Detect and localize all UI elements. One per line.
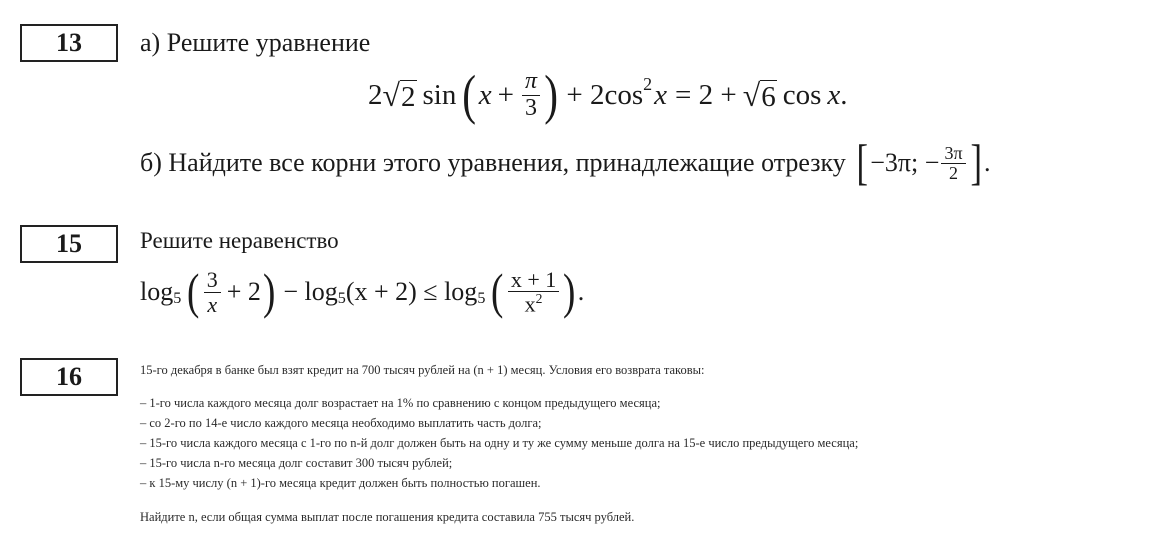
task15-inequality: log $_5$ ( $\frac{3}{x}$ + 2 ) − log $_5$ (x + 2) ≤ log $_5$ ( $\frac{x + 1}{x^2}$ ) .	[140, 264, 585, 320]
eq-coef: 2	[368, 78, 383, 111]
task16-condition-3: – 15-го числа каждого месяца с 1-го по n-й долг должен быть на одну и ту же сумму меньше долга на 15-е число предыдущего месяца;	[140, 436, 859, 450]
task16-intro: 15-го декабря в банке был взят кредит на 700 тысяч рублей на (n + 1) месяц. Условия его возврата таковы:	[140, 363, 705, 377]
interval-fraction: $\frac{3\pi}{2}$	[941, 144, 965, 183]
eq-x: x	[478, 78, 492, 111]
task16-question: Найдите n, если общая сумма выплат после погашения кредита составила 755 тысяч рублей.	[140, 510, 635, 524]
eq-square: 2	[643, 74, 653, 94]
task13-part-b: б) Найдите все корни этого уравнения, принадлежащие отрезку [ −3π; − $\frac{3\pi}{2}$ ] .	[140, 135, 991, 191]
eq-x2: x	[654, 78, 667, 111]
ineq-fraction-1: $\frac{3}{x}$	[204, 268, 221, 315]
task15-label: Решите неравенство	[140, 228, 339, 253]
task-number-13: 13	[20, 24, 118, 62]
eq-sin: sin	[422, 78, 457, 111]
task13-part-b-label: б) Найдите все корни этого уравнения, принадлежащие отрезку	[140, 148, 846, 177]
interval-left: −3π; −	[870, 148, 940, 177]
task16-condition-1: – 1-го числа каждого месяца долг возрастает на 1% по сравнению с концом предыдущего месяца;	[140, 396, 661, 410]
eq-equals: = 2 +	[674, 78, 737, 111]
task-number-15: 15	[20, 225, 118, 263]
task-number-16: 16	[20, 358, 118, 396]
task16-condition-4: – 15-го числа n-го месяца долг составит 300 тысяч рублей;	[140, 456, 453, 470]
sqrt-6: √ 6	[742, 78, 776, 113]
eq-plus-2cos: + 2cos	[566, 78, 644, 111]
task13-equation: 2 √ 2 sin ( x + $\frac{\pi}{3}$ ) + 2cos $^2$ x = 2 + √ 6 cos x .	[368, 64, 848, 126]
task13-part-a-label: а) Решите уравнение	[140, 28, 371, 57]
eq-x3: x	[827, 78, 841, 111]
task16-condition-2: – со 2-го по 14-е число каждого месяца необходимо выплатить часть долга;	[140, 416, 542, 430]
task16-condition-5: – к 15-му числу (n + 1)-го месяца кредит должен быть полностью погашен.	[140, 476, 541, 490]
eq-plus: +	[497, 78, 514, 111]
eq-fraction: $\frac{\pi}{3}$	[522, 69, 540, 120]
eq-cos: cos	[782, 78, 822, 111]
ineq-fraction-2: $\frac{x + 1}{x^2}$	[508, 268, 559, 316]
sqrt-2: √ 2	[382, 78, 416, 113]
